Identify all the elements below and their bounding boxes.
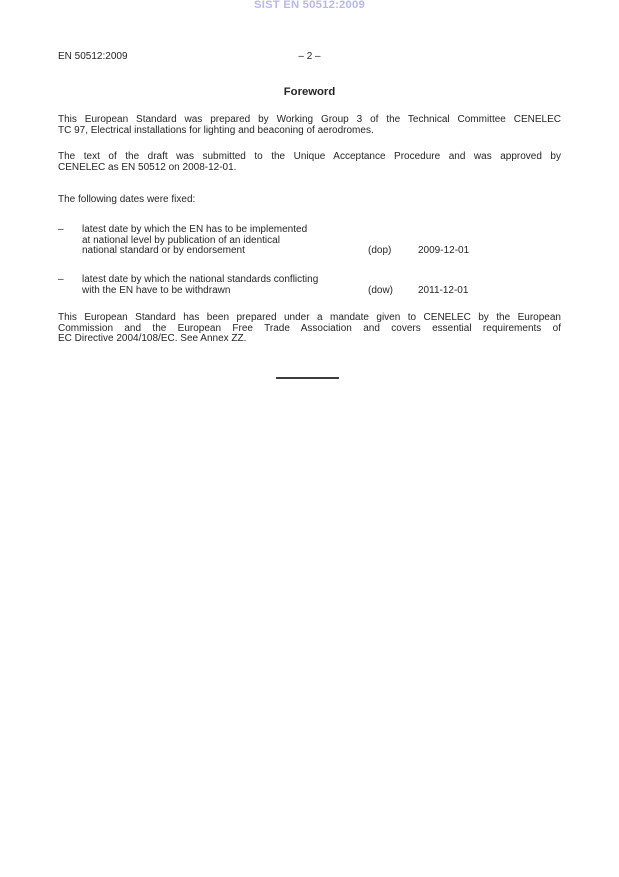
- paragraph-line: The text of the draft was submitted to the Unique Acceptance Procedure and was approved by: [58, 151, 561, 162]
- date-item-value-dow: 2011-12-01: [418, 284, 469, 296]
- date-item-text: [82, 225, 561, 257]
- paragraph-line: The following dates were fixed:: [58, 194, 196, 205]
- paragraph-draft-approval: [58, 152, 561, 173]
- date-item-dow: [58, 275, 561, 296]
- date-item-line: latest date by which the national standards conflicting: [82, 274, 319, 285]
- list-dash-marker: –: [58, 274, 64, 285]
- paragraph-mandate: [58, 313, 561, 345]
- date-item-value-dop: 2009-12-01: [418, 245, 470, 257]
- header-page-number: – 2 –: [298, 51, 321, 62]
- separator-rule: [276, 377, 339, 379]
- sist-watermark: SIST EN 50512:2009: [254, 0, 365, 11]
- paragraph-line: This European Standard has been prepared under a mandate given to CENELEC by the European: [58, 312, 561, 323]
- paragraph-line: This European Standard was prepared by Working Group 3 of the Technical Committee CENELEC: [58, 114, 561, 125]
- paragraph-dates-intro: [58, 195, 561, 206]
- paragraph-line: CENELEC as EN 50512 on 2008-12-01.: [58, 161, 237, 173]
- paragraph-line: Commission and the European Free Trade Association and covers essential requirements of: [58, 322, 561, 334]
- date-item-line: national standard or by endorsement: [82, 245, 245, 257]
- paragraph-line: TC 97, Electrical installations for lighting and beaconing of aerodromes.: [58, 124, 374, 136]
- header-document-reference: EN 50512:2009: [58, 51, 128, 62]
- paragraph-preparation: [58, 115, 561, 136]
- date-item-line: at national level by publication of an identical: [82, 234, 280, 246]
- date-item-line: latest date by which the EN has to be implemented: [82, 224, 308, 235]
- paragraph-line: EC Directive 2004/108/EC. See Annex ZZ.: [58, 333, 247, 345]
- date-item-label-dow: (dow): [368, 284, 394, 296]
- list-dash-marker: –: [58, 224, 64, 235]
- foreword-heading: Foreword: [283, 86, 336, 98]
- date-item-text: [82, 275, 561, 296]
- date-item-dop: [58, 225, 561, 257]
- date-item-label-dop: (dop): [368, 245, 392, 257]
- date-item-line: with the EN have to be withdrawn: [82, 284, 231, 296]
